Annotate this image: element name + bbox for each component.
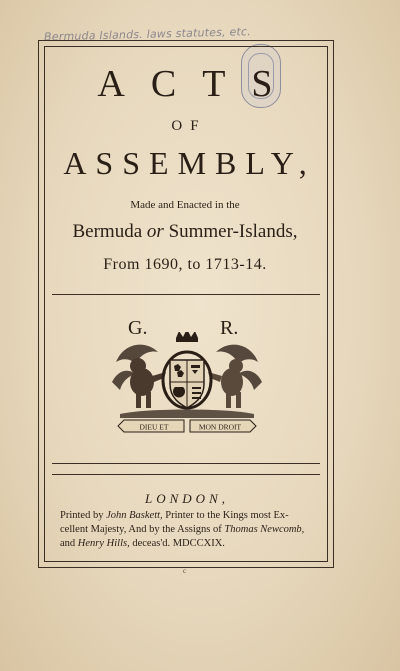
imprint-line-1: [60, 509, 310, 523]
title-of: OF: [171, 118, 207, 134]
imprint-city: LONDON,: [145, 491, 229, 506]
royal-coat-of-arms-icon: [106, 332, 268, 436]
printer-baskett: John Baskett,: [106, 510, 163, 521]
imprint-line-1-rest: Printer to the Kings most Ex-: [165, 510, 289, 521]
cypher-r: R.: [220, 317, 239, 339]
made-line: Made and Enacted in the: [130, 199, 240, 211]
divider-lower-2: [52, 474, 320, 475]
signature-mark: c: [183, 567, 187, 575]
imprint-deceased: deceas'd.: [132, 538, 171, 549]
motto-left: DIEU ET: [139, 422, 169, 432]
motto-right: MON DROIT: [198, 422, 242, 432]
title-assembly: ASSEMBLY,: [63, 145, 316, 181]
divider-top: [52, 294, 320, 295]
place-summer-islands: Summer-Islands,: [168, 221, 298, 242]
place-bermuda: Bermuda: [72, 221, 143, 242]
imprint-line-2-text: cellent Majesty, And by the Assigns of: [60, 524, 222, 535]
imprint-line-2: [60, 523, 310, 537]
imprint-line-3: [60, 537, 310, 551]
place-line: [44, 221, 326, 243]
handwritten-annotation: Bermuda Islands. laws statutes, etc.: [43, 25, 252, 44]
title-acts: ACTS: [97, 63, 299, 105]
divider-lower-1: [52, 463, 320, 464]
printer-hills: Henry Hills,: [77, 538, 130, 549]
cypher-g: G.: [128, 317, 148, 339]
imprint-printed-by: Printed by: [60, 510, 104, 521]
date-range: From 1690, to 1713-14.: [103, 256, 267, 273]
imprint-block: [60, 509, 310, 551]
printer-newcomb: Thomas Newcomb,: [224, 524, 305, 535]
place-or: or: [146, 221, 164, 242]
imprint-and: and: [60, 538, 76, 549]
imprint-year: MDCCXIX.: [172, 538, 225, 549]
